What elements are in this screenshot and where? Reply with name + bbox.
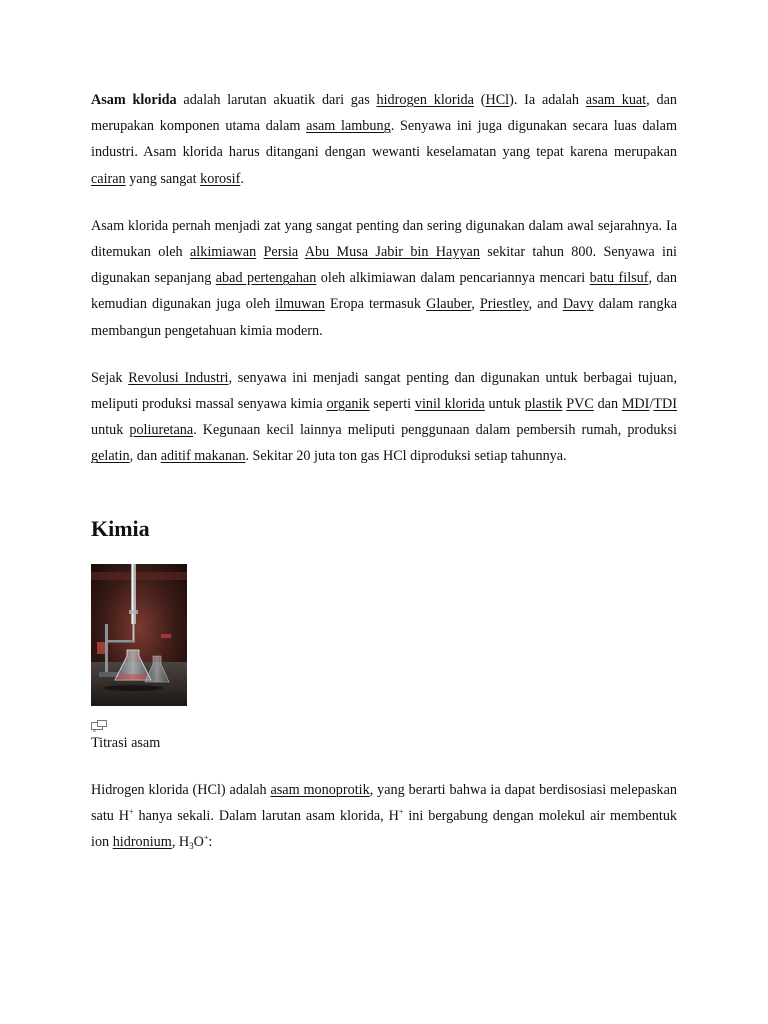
intro-paragraph xyxy=(91,87,677,192)
superscript-plus: + xyxy=(398,806,404,816)
text-run: dalam rangka membangun pengetahuan kimia modern. xyxy=(91,296,677,339)
text-run: . xyxy=(240,170,244,187)
link-pvc[interactable]: PVC xyxy=(566,396,594,413)
text-run: ). Ia adalah xyxy=(509,92,586,108)
text-run: hanya sekali. Dalam larutan asam klorida, H xyxy=(133,807,399,824)
link-asam-monoprotik[interactable]: asam monoprotik xyxy=(270,781,370,798)
text-run: Hidrogen klorida (HCl) adalah xyxy=(91,781,271,798)
text-run: Asam klorida pernah menjadi zat yang sangat penting dan sering digunakan dalam awal sejarahnya. Ia ditemukan oleh xyxy=(91,217,677,261)
text-run xyxy=(256,244,263,260)
link-cairan[interactable]: cairan xyxy=(91,170,126,187)
link-revolusi-industri[interactable]: Revolusi Industri xyxy=(128,369,229,386)
link-aditif-makanan[interactable]: aditif makanan xyxy=(160,448,246,465)
magnify-clip-icon[interactable] xyxy=(91,719,107,731)
text-run: ( xyxy=(473,92,486,108)
magnify-clip-icon-glyph xyxy=(91,720,107,732)
text-run: untuk xyxy=(484,396,525,413)
text-run: Sejak xyxy=(91,369,129,386)
link-abad-pertengahan[interactable]: abad pertengahan xyxy=(215,270,317,287)
figure-caption: Titrasi asam xyxy=(91,734,161,751)
link-asam-lambung[interactable]: asam lambung xyxy=(306,118,391,135)
link-poliuretana[interactable]: poliuretana xyxy=(129,422,194,439)
link-gelatin[interactable]: gelatin xyxy=(91,448,130,465)
link-glauber[interactable]: Glauber xyxy=(426,296,472,313)
subscript-three: 3 xyxy=(189,841,194,852)
text-run: oleh alkimiawan dalam pencariannya mencari xyxy=(316,270,590,287)
text-run: , H xyxy=(171,834,190,851)
text-run: dan xyxy=(593,396,622,413)
link-hidrogen-klorida[interactable]: hidrogen klorida xyxy=(376,92,474,108)
text-run: O xyxy=(193,834,204,851)
text-run: . Sekitar 20 juta ton gas HCl diproduksi setiap tahunnya. xyxy=(245,448,567,465)
text-run: , yang berarti bahwa ia dapat berdisosiasi melepaskan satu H xyxy=(91,781,678,824)
text-run: / xyxy=(649,396,654,413)
link-davy[interactable]: Davy xyxy=(562,296,594,313)
link-jabir-bin-hayyan[interactable]: Abu Musa Jabir bin Hayyan xyxy=(304,244,480,261)
link-priestley[interactable]: Priestley xyxy=(479,296,529,313)
link-mdi[interactable]: MDI xyxy=(621,396,650,413)
link-organik[interactable]: organik xyxy=(326,396,370,413)
article-subject-bold: Asam klorida xyxy=(91,92,177,108)
section-heading-kimia: Kimia xyxy=(91,515,150,541)
link-hidronium[interactable]: hidronium xyxy=(112,834,172,851)
superscript-plus: + xyxy=(129,806,134,816)
text-run: sekitar tahun 800. Senyawa ini digunakan sepanjang xyxy=(91,244,677,287)
text-run: yang sangat xyxy=(125,170,201,187)
article-body xyxy=(91,87,677,855)
link-ilmuwan[interactable]: ilmuwan xyxy=(275,296,325,313)
text-run: untuk xyxy=(91,422,130,439)
link-plastik[interactable]: plastik xyxy=(524,396,563,413)
text-run: , dan xyxy=(129,448,161,465)
text-run: Eropa termasuk xyxy=(324,296,427,313)
text-run: ini bergabung dengan molekul air membentuk ion xyxy=(91,807,678,851)
link-korosif[interactable]: korosif xyxy=(200,170,241,187)
link-hcl[interactable]: HCl xyxy=(485,92,510,108)
text-run: seperti xyxy=(369,396,415,413)
link-vinil-klorida[interactable]: vinil klorida xyxy=(414,396,485,413)
link-persia[interactable]: Persia xyxy=(263,244,299,261)
text-run: , senyawa ini menjadi sangat penting dan digunakan untuk berbagai tujuan, meliputi produksi massal senyawa kimia xyxy=(91,369,677,413)
text-run: : xyxy=(208,834,213,851)
text-run: , dan merupakan komponen utama dalam xyxy=(91,92,677,135)
text-run: , and xyxy=(528,296,563,313)
link-alkimiawan[interactable]: alkimiawan xyxy=(190,244,257,261)
text-run: adalah larutan akuatik dari gas xyxy=(176,92,377,108)
text-run: , xyxy=(471,296,480,313)
text-run: . Senyawa ini juga digunakan secara luas dalam industri. Asam klorida harus ditangani dengan wewanti keselamatan yang tepat karena merupakan xyxy=(91,118,677,161)
link-batu-filsuf[interactable]: batu filsuf xyxy=(589,270,649,287)
titration-photo-art xyxy=(91,564,187,706)
titration-photo[interactable] xyxy=(91,564,187,706)
history-paragraph xyxy=(91,213,677,344)
link-tdi[interactable]: TDI xyxy=(653,396,677,413)
industry-paragraph xyxy=(91,365,677,470)
link-asam-kuat[interactable]: asam kuat xyxy=(585,92,647,108)
chemistry-paragraph xyxy=(91,777,677,856)
text-run: . Kegunaan kecil lainnya meliputi penggunaan dalam pembersih rumah, produksi xyxy=(193,422,677,439)
text-run: , dan kemudian digunakan juga oleh xyxy=(91,270,678,313)
superscript-plus: + xyxy=(203,833,209,843)
